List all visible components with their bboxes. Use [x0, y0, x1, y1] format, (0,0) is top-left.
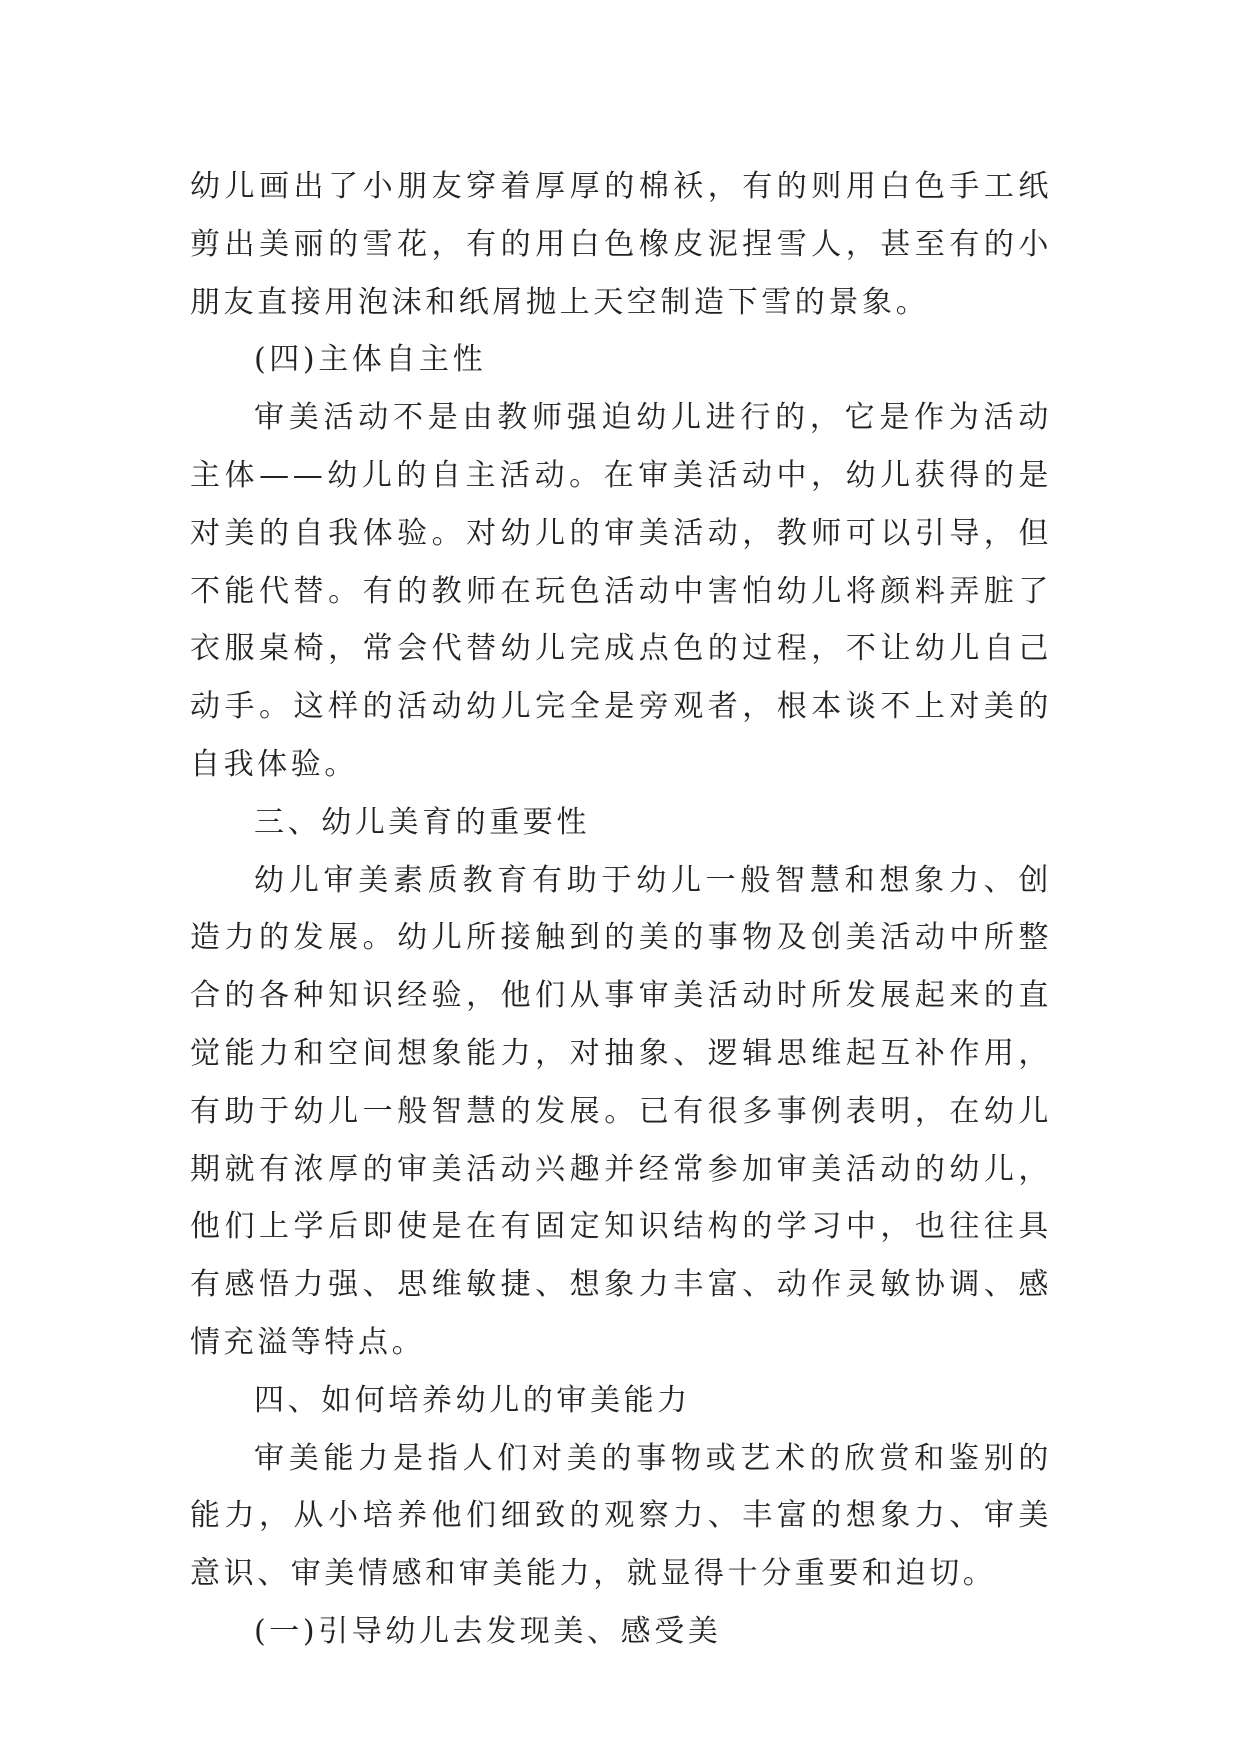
- section-heading-importance: 三、幼儿美育的重要性: [254, 804, 590, 840]
- paragraph-autonomy: 审美活动不是由教师强迫幼儿进行的，它是作为活动主体——幼儿的自主活动。在审美活动中，幼儿获得的是对美的自我体验。对幼儿的审美活动，教师可以引导，但不能代替。有的教师在玩色活动中害怕幼儿将颜料弄脏了衣服桌椅，常会代替幼儿完成点色的过程，不让幼儿自己动手。这样的活动幼儿完全是旁观者，根本谈不上对美的自我体验。: [190, 400, 1052, 782]
- section-heading-subject-autonomy: (四)主体自主性: [254, 342, 487, 378]
- paragraph-cultivation: 审美能力是指人们对美的事物或艺术的欣赏和鉴别的能力，从小培养他们细致的观察力、丰富的想象力、审美意识、审美情感和审美能力，就显得十分重要和迫切。: [190, 1440, 1052, 1592]
- paragraph-importance: 幼儿审美素质教育有助于幼儿一般智慧和想象力、创造力的发展。幼儿所接触到的美的事物及创美活动中所整合的各种知识经验，他们从事审美活动时所发展起来的直觉能力和空间想象能力，对抽象、逻辑思维起互补作用，有助于幼儿一般智慧的发展。已有很多事例表明，在幼儿期就有浓厚的审美活动兴趣并经常参加审美活动的幼儿，他们上学后即使是在有固定知识结构的学习中，也往往具有感悟力强、思维敏捷、想象力丰富、动作灵敏协调、感情充溢等特点。: [190, 862, 1052, 1360]
- subsection-heading-discover-beauty: (一)引导幼儿去发现美、感受美: [254, 1613, 722, 1649]
- section-heading-cultivation: 四、如何培养幼儿的审美能力: [254, 1382, 691, 1418]
- paragraph-continuation: 幼儿画出了小朋友穿着厚厚的棉袄，有的则用白色手工纸剪出美丽的雪花，有的用白色橡皮泥捏雪人，甚至有的小朋友直接用泡沫和纸屑抛上天空制造下雪的景象。: [190, 169, 1052, 320]
- document-page: [190, 158, 1052, 1661]
